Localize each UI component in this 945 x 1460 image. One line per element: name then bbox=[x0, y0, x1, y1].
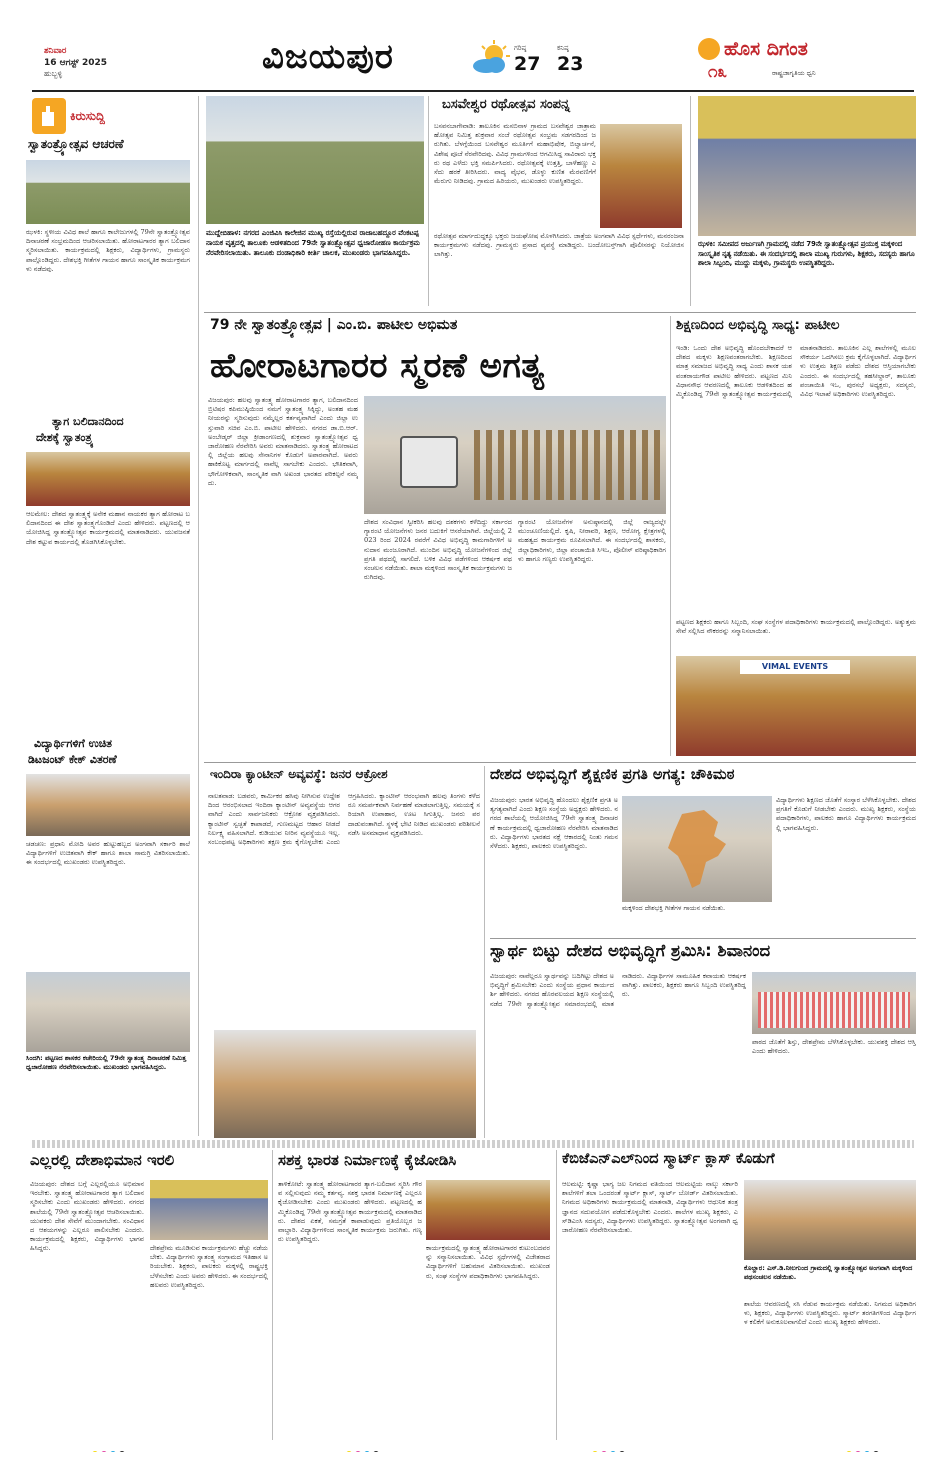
main-text-col3: ಗ್ಯಾರಂಟಿ ಯೋಜನೆಗಳ ಅನುಷ್ಠಾನದಲ್ಲಿ ಜಿಲ್ಲೆ ರಾಜ್ಯದಲ್ಲೇ ಮುಂಚೂಣಿಯಲ್ಲಿದೆ. ಕೃಷಿ, ನೀರಾವರಿ, ಶಿಕ್ಷಣ, ಆರೋಗ್ಯ ಕ್ಷೇತ್ರಗಳಲ್ಲಿ ಮಹತ್ವದ ಕಾರ್ಯಕ್ರಮ ರೂಪಿಸಲಾಗಿದೆ. ಈ ಸಂದರ್ಭದಲ್ಲಿ ಶಾಸಕರು, ಜಿಲ್ಲಾಧಿಕಾರಿಗಳು, ಜಿಲ್ಲಾ ಪಂಚಾಯಿತಿ ಸಿಇಒ, ಪೊಲೀಸ್ ವರಿಷ್ಠಾಧಿಕಾರಿಗಳು ಹಾಗೂ ಗಣ್ಯರು ಉಪಸ್ಥಿತರಿದ್ದರು. bbox=[518, 518, 666, 563]
brand-tagline: ರಾಷ್ಟ್ರಜಾಗೃತಿಯ ಧ್ವನಿ bbox=[772, 69, 816, 77]
mid-row-rule bbox=[204, 762, 916, 763]
top-row-rule bbox=[204, 312, 916, 313]
education-text: ಇಂಡಿ: ಒಂದು ದೇಶ ಅಭಿವೃದ್ಧಿ ಹೊಂದಬೇಕಾದರೆ ಆ ದೇಶದ ಮಕ್ಕಳು ಶಿಕ್ಷಣವಂತರಾಗಬೇಕು. ಶಿಕ್ಷಣದಿಂದ ಮಾತ್ರ ಸಮಾಜದ ಅಭಿವೃದ್ಧಿ ಸಾಧ್ಯ ಎಂದು ಶಾಸಕ ಯಶವಂತರಾಯಗೌಡ ಪಾಟೀಲ ಹೇಳಿದರು. ಪಟ್ಟಣದ ಮಿನಿ ವಿಧಾನಸೌಧ ಆವರಣದಲ್ಲಿ ತಾಲೂಕು ಆಡಳಿತದಿಂದ ಹಮ್ಮಿಕೊಂಡಿದ್ದ 79ನೇ ಸ್ವಾತಂತ್ರ್ಯೋತ್ಸವ ಕಾರ್ಯಕ್ರಮದಲ್ಲಿ ಮಾತನಾಡಿದರು. ತಾಲೂಕಿನ ಎಲ್ಲ ಶಾಲೆಗಳಲ್ಲಿ ಮೂಲ ಸೌಕರ್ಯ ಒದಗಿಸಲು ಕ್ರಮ ಕೈಗೊಳ್ಳಲಾಗಿದೆ. ವಿದ್ಯಾರ್ಥಿಗಳು ಉತ್ತಮ ಶಿಕ್ಷಣ ಪಡೆದು ದೇಶದ ಆಸ್ತಿಯಾಗಬೇಕು ಎಂದರು. ಈ ಸಂದರ್ಭದಲ್ಲಿ ತಹಸೀಲ್ದಾರ್, ತಾಲೂಕು ಪಂಚಾಯಿತಿ ಇಒ, ಪುರಸಭೆ ಅಧ್ಯಕ್ಷರು, ಸದಸ್ಯರು, ವಿವಿಧ ಇಲಾಖೆ ಅಧಿಕಾರಿಗಳು ಉಪಸ್ಥಿತರಿದ್ದರು. bbox=[676, 344, 916, 399]
education-photo bbox=[676, 656, 916, 756]
top-photo-3 bbox=[698, 96, 916, 236]
masthead-day: ಶನಿವಾರ bbox=[44, 46, 67, 56]
canteen-text: ನಾಲತವಾಡ: ಬಡವರು, ಕಾರ್ಮಿಕರ ಹಸಿವು ನೀಗಿಸುವ ಉದ್ದೇಶದಿಂದ ಆರಂಭಿಸಲಾದ ಇಂದಿರಾ ಕ್ಯಾಂಟೀನ್ ಅವ್ಯವಸ್ಥೆಯ ಆಗರವಾಗಿದೆ ಎಂದು ಸಾರ್ವಜನಿಕರು ಆಕ್ರೋಶ ವ್ಯಕ್ತಪಡಿಸಿದರು. ಕ್ಯಾಂಟೀನ್ ಸ್ವಚ್ಛತೆ ಕಾಪಾಡದೆ, ಗುಣಮಟ್ಟದ ಆಹಾರ ನೀಡದೆ ನಿರ್ಲಕ್ಷ್ಯ ವಹಿಸಲಾಗಿದೆ. ಕುಡಿಯುವ ನೀರಿನ ವ್ಯವಸ್ಥೆಯೂ ಇಲ್ಲ. ಸಂಬಂಧಪಟ್ಟ ಅಧಿಕಾರಿಗಳು ತಕ್ಷಣ ಕ್ರಮ ಕೈಗೊಳ್ಳಬೇಕು ಎಂದು ಆಗ್ರಹಿಸಿದರು. ಕ್ಯಾಂಟೀನ್ ಆರಂಭವಾಗಿ ಹಲವು ತಿಂಗಳು ಕಳೆದರೂ ಸಮರ್ಪಕವಾಗಿ ನಿರ್ವಹಣೆ ಮಾಡಲಾಗುತ್ತಿಲ್ಲ. ಸಮಯಕ್ಕೆ ಸರಿಯಾಗಿ ಉಪಾಹಾರ, ಊಟ ಸಿಗುತ್ತಿಲ್ಲ. ಜನರು ಪರದಾಡುವಂತಾಗಿದೆ. ಸ್ಥಳಕ್ಕೆ ಭೇಟಿ ನೀಡಿದ ಮುಖಂಡರು ಪರಿಶೀಲನೆ ನಡೆಸಿ ಅಸಮಾಧಾನ ವ್ಯಕ್ತಪಡಿಸಿದರು. bbox=[208, 792, 480, 847]
india-map-formation-icon bbox=[622, 796, 772, 902]
bottom-left-text: ವಿಜಯಪುರ: ದೇಶದ ಬಗ್ಗೆ ಎಲ್ಲರಲ್ಲಿಯೂ ಅಭಿಮಾನ ಇರಬೇಕು. ಸ್ವಾತಂತ್ರ್ಯ ಹೋರಾಟಗಾರರ ತ್ಯಾಗ ಬಲಿದಾನ ಸ್ಮರಿಸಬೇಕು ಎಂದು ಮುಖಂಡರು ಹೇಳಿದರು. ನಗರದ ಶಾಲೆಯಲ್ಲಿ 79ನೇ ಸ್ವಾತಂತ್ರ್ಯೋತ್ಸವ ಆಚರಿಸಲಾಯಿತು. ಯುವಕರು ದೇಶ ಸೇವೆಗೆ ಮುಂದಾಗಬೇಕು. ಸಂವಿಧಾನದ ಆಶಯಗಳನ್ನು ಎಲ್ಲರೂ ಪಾಲಿಸಬೇಕು ಎಂದರು. ಕಾರ್ಯಕ್ರಮದಲ್ಲಿ ಶಿಕ್ಷಕರು, ವಿದ್ಯಾರ್ಥಿಗಳು ಭಾಗವಹಿಸಿದ್ದರು. bbox=[30, 1180, 144, 1253]
date-block bbox=[44, 46, 154, 86]
main-text-col2: ದೇಶದ ಸಂವಿಧಾನ ಸ್ವೀಕರಿಸಿ ಹಲವು ದಶಕಗಳು ಕಳೆದಿದ್ದು ಸರ್ಕಾರದ ಗ್ಯಾರಂಟಿ ಯೋಜನೆಗಳು ಜನರ ಬದುಕಿಗೆ ಆಸರೆಯಾಗಿವೆ. ಜಿಲ್ಲೆಯಲ್ಲಿ 2023 ರಿಂದ 2024 ರವರೆಗೆ ವಿವಿಧ ಅಭಿವೃದ್ಧಿ ಕಾಮಗಾರಿಗಳಿಗೆ ಅನುದಾನ ಮಂಜೂರಾಗಿದೆ. ಮುಂದಿನ ಅಭಿವೃದ್ಧಿ ಯೋಜನೆಗಳಿಂದ ಜಿಲ್ಲೆ ಪ್ರಗತಿ ಪಥದಲ್ಲಿ ಸಾಗಲಿದೆ. ಬಳಿಕ ವಿವಿಧ ಪಡೆಗಳಿಂದ ಆಕರ್ಷಕ ಪಥಸಂಚಲನ ನಡೆಯಿತು. ಶಾಲಾ ಮಕ್ಕಳಿಂದ ಸಾಂಸ್ಕೃತಿಕ ಕಾರ್ಯಕ್ರಮಗಳು ಜರುಗಿದವು. bbox=[364, 518, 512, 582]
chaukimath-headline: ದೇಶದ ಅಭಿವೃದ್ಧಿಗೆ ಶೈಕ್ಷಣಿಕ ಪ್ರಗತಿ ಅಗತ್ಯ: ಚೌಕಿಮಠ bbox=[490, 768, 735, 783]
parade-rows bbox=[474, 430, 664, 500]
education-headline: ಶಿಕ್ಷಣದಿಂದ ಅಭಿವೃದ್ಧಿ ಸಾಧ್ಯ: ಪಾಟೀಲ bbox=[676, 318, 840, 333]
top-rule-2 bbox=[690, 96, 691, 306]
weather-icon bbox=[470, 40, 512, 76]
brief2-photo bbox=[26, 452, 190, 506]
bottom-middle-text2: ಕಾರ್ಯಕ್ರಮದಲ್ಲಿ ಸ್ವಾತಂತ್ರ್ಯ ಹೋರಾಟಗಾರರ ಕುಟುಂಬದವರನ್ನು ಸನ್ಮಾನಿಸಲಾಯಿತು. ವಿವಿಧ ಸ್ಪರ್ಧೆಗಳಲ್ಲಿ ವಿಜೇತರಾದ ವಿದ್ಯಾರ್ಥಿಗಳಿಗೆ ಬಹುಮಾನ ವಿತರಿಸಲಾಯಿತು. ಮುಖಂಡರು, ಸಂಘ ಸಂಸ್ಥೆಗಳ ಪದಾಧಿಕಾರಿಗಳು ಭಾಗವಹಿಸಿದ್ದರು. bbox=[426, 1244, 550, 1280]
education-banner: VIMAL EVENTS bbox=[740, 660, 850, 674]
page-number: ೧೩ bbox=[708, 62, 728, 82]
chaukimath-text-right: ವಿದ್ಯಾರ್ಥಿಗಳು ಶಿಕ್ಷಣದ ಜೊತೆಗೆ ಸಂಸ್ಕಾರ ಬೆಳೆಸಿಕೊಳ್ಳಬೇಕು. ದೇಶದ ಪ್ರಗತಿಗೆ ಕೊಡುಗೆ ನೀಡಬೇಕು ಎಂದರು. ಮುಖ್ಯ ಶಿಕ್ಷಕರು, ಸಂಸ್ಥೆಯ ಪದಾಧಿಕಾರಿಗಳು, ಪಾಲಕರು ಹಾಗೂ ವಿದ್ಯಾರ್ಥಿಗಳು ಕಾರ್ಯಕ್ರಮದಲ್ಲಿ ಭಾಗವಹಿಸಿದ್ದರು. bbox=[776, 796, 916, 832]
hand-icon bbox=[32, 98, 66, 134]
top-photo-1 bbox=[206, 96, 424, 224]
brief2-text: ಆಲಮೇಲ: ದೇಶದ ಸ್ವಾತಂತ್ರ್ಯಕ್ಕೆ ಅನೇಕ ಮಹಾನ ನಾಯಕರ ತ್ಯಾಗ ಹೋರಾಟ ಬಲಿದಾನದಿಂದ ಈ ದೇಶ ಸ್ವಾತಂತ್ರ್ಯಗೊಂಡಿದೆ ಎಂದು ಹೇಳಿದರು. ಪಟ್ಟಣದಲ್ಲಿ ಆಯೋಜಿಸಿದ್ದ ಸ್ವಾತಂತ್ರ್ಯೋತ್ಸವ ಕಾರ್ಯಕ್ರಮದಲ್ಲಿ ಮಾತನಾಡಿದರು. ಯುವಜನತೆ ದೇಶ ಕಟ್ಟುವ ಕಾರ್ಯದಲ್ಲಿ ತೊಡಗಿಸಿಕೊಳ್ಳಬೇಕು. bbox=[26, 510, 190, 546]
registration-dots-left bbox=[92, 1442, 152, 1452]
shivananda-photo bbox=[752, 972, 916, 1034]
brief1-text: ಝಳಕಿ: ಸ್ಥಳೀಯ ವಿವಿಧ ಶಾಲೆ ಹಾಗೂ ಕಾಲೇಜುಗಳಲ್ಲಿ 79ನೇ ಸ್ವಾತಂತ್ರ್ಯೋತ್ಸವ ದಿನಾಚರಣೆ ಸಂಭ್ರಮದಿಂದ ಆಚರಿಸಲಾಯಿತು. ಹೋರಾಟಗಾರರ ತ್ಯಾಗ ಬಲಿದಾನ ಸ್ಮರಿಸಲಾಯಿತು. ಕಾರ್ಯಕ್ರಮದಲ್ಲಿ ಶಿಕ್ಷಕರು, ವಿದ್ಯಾರ್ಥಿಗಳು, ಗ್ರಾಮಸ್ಥರು ಪಾಲ್ಗೊಂಡಿದ್ದರು. ದೇಶಭಕ್ತಿ ಗೀತೆಗಳ ಗಾಯನ ಹಾಗೂ ಸಾಂಸ್ಕೃತಿಕ ಕಾರ್ಯಕ್ರಮಗಳು ನಡೆದವು. bbox=[26, 228, 190, 273]
kirusuddi-column bbox=[26, 96, 194, 1146]
bottom-left-photo bbox=[150, 1180, 268, 1240]
brief3-text: ಚಡಚಣ: ಪ್ರಧಾನಿ ಮೋದಿ ಅವರ ಹುಟ್ಟುಹಬ್ಬದ ಅಂಗವಾಗಿ ಸರ್ಕಾರಿ ಶಾಲೆ ವಿದ್ಯಾರ್ಥಿಗಳಿಗೆ ಉಚಿತವಾಗಿ ಕೇಕ್ ಹಾಗೂ ಶಾಲಾ ಸಾಮಗ್ರಿ ವಿತರಿಸಲಾಯಿತು. ಈ ಸಂದರ್ಭದಲ್ಲಿ ಮುಖಂಡರು ಉಪಸ್ಥಿತರಿದ್ದರು. bbox=[26, 840, 190, 867]
registration-dots-far-right bbox=[846, 1442, 906, 1452]
left-column-rule bbox=[198, 96, 199, 1136]
canteen-headline: ಇಂದಿರಾ ಕ್ಯಾಂಟೀನ್ ಅವ್ಯವಸ್ಥೆ: ಜನರ ಆಕ್ರೋಶ bbox=[210, 768, 388, 781]
weather-max bbox=[514, 44, 554, 78]
rathotsava-text-cont: ರಥೋತ್ಸವ ಮಾರ್ಗದುದ್ದಕ್ಕೂ ಭಕ್ತರು ಜಯಘೋಷ ಮೊಳಗಿಸಿದರು. ಜಾತ್ರೆಯ ಅಂಗವಾಗಿ ವಿವಿಧ ಸ್ಪರ್ಧೆಗಳು, ಮನರಂಜನಾ ಕಾರ್ಯಕ್ರಮಗಳು ನಡೆದವು. ಗ್ರಾಮಸ್ಥರು ಪ್ರಸಾದ ವ್ಯವಸ್ಥೆ ಮಾಡಿದ್ದರು. ಬಂದೋಬಸ್ತ್‌ಗಾಗಿ ಪೊಲೀಸರನ್ನು ನಿಯೋಜಿಸಲಾಗಿತ್ತು. bbox=[434, 232, 684, 259]
bottom-middle-text: ತಾಳಿಕೋಟೆ: ಸ್ವಾತಂತ್ರ್ಯ ಹೋರಾಟಗಾರರ ತ್ಯಾಗ-ಬಲಿದಾನ ಸ್ಮರಿಸಿ ಗೌರವ ಸಲ್ಲಿಸುವುದು ನಮ್ಮ ಕರ್ತವ್ಯ. ಸಶಕ್ತ ಭಾರತ ನಿರ್ಮಾಣಕ್ಕೆ ಎಲ್ಲರೂ ಕೈಜೋಡಿಸಬೇಕು ಎಂದು ಮುಖಂಡರು ಹೇಳಿದರು. ಪಟ್ಟಣದಲ್ಲಿ ಹಮ್ಮಿಕೊಂಡಿದ್ದ 79ನೇ ಸ್ವಾತಂತ್ರ್ಯೋತ್ಸವ ಕಾರ್ಯಕ್ರಮದಲ್ಲಿ ಮಾತನಾಡಿದರು. ದೇಶದ ಏಕತೆ, ಸಮಗ್ರತೆ ಕಾಪಾಡುವುದು ಪ್ರತಿಯೊಬ್ಬರ ಜವಾಬ್ದಾರಿ. ವಿದ್ಯಾರ್ಥಿಗಳಿಂದ ಸಾಂಸ್ಕೃತಿಕ ಕಾರ್ಯಕ್ರಮ ಜರುಗಿತು. ಗಣ್ಯರು ಉಪಸ್ಥಿತರಿದ್ದರು. bbox=[278, 1180, 422, 1244]
masthead-date: 16 ಆಗಸ್ಟ್ 2025 bbox=[44, 58, 107, 68]
brand-name: ಹೊಸ ದಿಗಂತ bbox=[724, 38, 808, 60]
edition-title: ವಿಜಯಪುರ bbox=[262, 37, 394, 77]
shivananda-headline: ಸ್ವಾರ್ಥ ಬಿಟ್ಟು ದೇಶದ ಅಭಿವೃದ್ಧಿಗೆ ಶ್ರಮಿಸಿ: ಶಿವಾನಂದ bbox=[490, 942, 771, 960]
bottom-rule-2 bbox=[556, 1150, 557, 1440]
bottom-right-caption: ಕೊಲ್ಹಾರ: ಎಸ್.ಡಿ.ನೀಲಗುಂದ ಗ್ರಾಮದಲ್ಲಿ ಸ್ವಾತಂತ್ರ್ಯೋತ್ಸವ ಅಂಗವಾಗಿ ಮಕ್ಕಳಿಂದ ಪಥಸಂಚಲನ ನಡೆಯಿತು. bbox=[744, 1264, 913, 1281]
brief1-title: ಸ್ವಾತಂತ್ರ್ಯೋತ್ಸವ ಆಚರಣೆ bbox=[28, 138, 124, 151]
kirusuddi-label-box bbox=[32, 98, 108, 134]
jeep-shape bbox=[400, 436, 458, 488]
brief3-photo bbox=[26, 774, 190, 836]
shivananda-rule bbox=[490, 938, 916, 939]
main-headline: ಹೋರಾಟಗಾರರ ಸ್ಮರಣೆ ಅಗತ್ಯ bbox=[210, 346, 545, 386]
bottom-right-text2: ಶಾಲೆಯ ಆವರಣದಲ್ಲಿ ಸಸಿ ನೆಡುವ ಕಾರ್ಯಕ್ರಮ ನಡೆಯಿತು. ನಿಗಮದ ಅಧಿಕಾರಿಗಳು, ಶಿಕ್ಷಕರು, ವಿದ್ಯಾರ್ಥಿಗಳು ಉಪಸ್ಥಿತರಿದ್ದರು. ಸ್ಮಾರ್ಟ್ ತರಗತಿಗಳಿಂದ ವಿದ್ಯಾರ್ಥಿಗಳ ಕಲಿಕೆಗೆ ಅನುಕೂಲವಾಗಲಿದೆ ಎಂದು ಮುಖ್ಯ ಶಿಕ್ಷಕರು ಹೇಳಿದರು. bbox=[744, 1300, 916, 1327]
main-right-rule bbox=[670, 316, 671, 756]
canteen-photo bbox=[214, 1030, 476, 1138]
brief1-photo bbox=[26, 160, 190, 224]
main-parade-photo bbox=[364, 396, 666, 514]
rathotsava-text: ಬಸವನಬಾಗೇವಾಡಿ: ತಾಲೂಕಿನ ಮಸಬಿನಾಳ ಗ್ರಾಮದ ಬಸವೇಶ್ವರ ಜಾತ್ರಾಮಹೋತ್ಸವ ನಿಮಿತ್ತ ಶುಕ್ರವಾರ ಸಂಜೆ ರಥೋತ್ಸವ ಸಂಭ್ರಮ ಸಡಗರದಿಂದ ಜರುಗಿತು. ಬೆಳಗ್ಗೆಯಿಂದ ಬಸವೇಶ್ವರ ಮೂರ್ತಿಗೆ ಮಹಾಭಿಷೇಕ, ಬಿಲ್ವಾರ್ಚನೆ, ವಿಶೇಷ ಪೂಜೆ ನೆರವೇರಿದವು. ವಿವಿಧ ಗ್ರಾಮಗಳಿಂದ ಆಗಮಿಸಿದ್ದ ಸಾವಿರಾರು ಭಕ್ತರು ರಥ ಎಳೆದು ಭಕ್ತಿ ಸಮರ್ಪಿಸಿದರು. ರಥೋತ್ಸವಕ್ಕೆ ಉತ್ತತ್ತಿ, ಬಾಳೆಹಣ್ಣು ಎಸೆದು ಹರಕೆ ತೀರಿಸಿದರು. ವಾದ್ಯ ವೈಭವ, ಡೊಳ್ಳು ಕುಣಿತ ಮೆರವಣಿಗೆಗೆ ಮೆರುಗು ನೀಡಿದವು. ಗ್ರಾಮದ ಹಿರಿಯರು, ಮುಖಂಡರು ಉಪಸ್ಥಿತರಿದ್ದರು. bbox=[434, 122, 596, 186]
top-photo-3-caption: ಝಳಕಿ: ಸಮೀಪದ ಅರ್ಜುಣಗಿ ಗ್ರಾಮದಲ್ಲಿ ನಡೆದ 79ನೇ ಸ್ವಾತಂತ್ರ್ಯೋತ್ಸವ ಪ್ರಯುಕ್ತ ಮಕ್ಕಳಿಂದ ಸಾಂಸ್ಕೃತಿಕ ನೃತ್ಯ ನಡೆಯಿತು. ಈ ಸಂದರ್ಭದಲ್ಲಿ ಶಾಲಾ ಮುಖ್ಯ ಗುರುಗಳು, ಶಿಕ್ಷಕರು, ಸದಸ್ಯರು ಹಾಗೂ ಶಾಲಾ ಸಿಬ್ಬಂದಿ, ಮುದ್ದು ಮಕ್ಕಳು, ಗ್ರಾಮಸ್ಥರು ಉಪಸ್ಥಿತರಿದ್ದರು. bbox=[698, 240, 915, 267]
registration-dots-middle bbox=[346, 1442, 406, 1452]
bottom-section-separator bbox=[32, 1140, 914, 1148]
weather-max-value: 27 bbox=[514, 53, 541, 75]
chaukimath-text: ವಿಜಯಪುರ: ಭಾರತ ಅಭಿವೃದ್ಧಿ ಹೊಂದಲು ಶೈಕ್ಷಣಿಕ ಪ್ರಗತಿ ಅತ್ಯಗತ್ಯವಾಗಿದೆ ಎಂದು ಶಿಕ್ಷಣ ಸಂಸ್ಥೆಯ ಅಧ್ಯಕ್ಷರು ಹೇಳಿದರು. ನಗರದ ಶಾಲೆಯಲ್ಲಿ ಆಯೋಜಿಸಿದ್ದ 79ನೇ ಸ್ವಾತಂತ್ರ್ಯ ದಿನಾಚರಣೆ ಕಾರ್ಯಕ್ರಮದಲ್ಲಿ ಧ್ವಜಾರೋಹಣ ನೆರವೇರಿಸಿ ಮಾತನಾಡಿದರು. ವಿದ್ಯಾರ್ಥಿಗಳು ಭಾರತದ ನಕ್ಷೆ ಆಕಾರದಲ್ಲಿ ನಿಂತು ಗಮನ ಸೆಳೆದರು. ಶಿಕ್ಷಕರು, ಪಾಲಕರು ಉಪಸ್ಥಿತರಿದ್ದರು. bbox=[490, 796, 618, 851]
top-photo-1-caption: ಮುದ್ದೇಬಿಹಾಳ: ನಗರದ ಎಂಜಿವಿಸಿ ಕಾಲೇಜಿನ ಮುಖ್ಯ ರಸ್ತೆಯಲ್ಲಿರುವ ರಾಜಾಬಹದ್ದೂರ ವೆಂಕಟಪ್ಪ ನಾಯಕ ವೃತ್ತದಲ್ಲಿ ತಾಲೂಕು ಆಡಳಿತದಿಂದ 79ನೇ ಸ್ವಾತಂತ್ರ್ಯೋತ್ಸವ ಧ್ವಜಾರೋಹಣ ಕಾರ್ಯಕ್ರಮ ನೆರವೇರಿಸಲಾಯಿತು. ತಾಲೂಕು ದಂಡಾಧಿಕಾರಿ ಕೀರ್ತಿ ಚಾಲಕ, ಮುಖಂಡರು ಭಾಗವಹಿಸಿದ್ದರು. bbox=[206, 229, 420, 257]
brief3-caption-photo bbox=[26, 972, 190, 1052]
shivananda-text: ವಿಜಯಪುರ: ನಾವೆಲ್ಲರೂ ಸ್ವಾರ್ಥವನ್ನು ಬದಿಗಿಟ್ಟು ದೇಶದ ಅಭಿವೃದ್ಧಿಗೆ ಶ್ರಮಿಸಬೇಕು ಎಂದು ಸಂಸ್ಥೆಯ ಪ್ರಧಾನ ಕಾರ್ಯದರ್ಶಿ ಹೇಳಿದರು. ನಗರದ ಹೊರವಲಯದ ಶಿಕ್ಷಣ ಸಂಸ್ಥೆಯಲ್ಲಿ ನಡೆದ 79ನೇ ಸ್ವಾತಂತ್ರ್ಯೋತ್ಸವ ಸಮಾರಂಭದಲ್ಲಿ ಮಾತನಾಡಿದರು. ವಿದ್ಯಾರ್ಥಿಗಳ ಸಾಮೂಹಿಕ ಕವಾಯತು ಆಕರ್ಷಕವಾಗಿತ್ತು. ಪಾಲಕರು, ಶಿಕ್ಷಕರು ಹಾಗೂ ಸಿಬ್ಬಂದಿ ಉಪಸ್ಥಿತರಿದ್ದರು. bbox=[490, 972, 746, 1008]
chaukimath-text-lower: ಮಕ್ಕಳಿಂದ ದೇಶಭಕ್ತಿ ಗೀತೆಗಳ ಗಾಯನ ನಡೆಯಿತು. bbox=[622, 904, 726, 912]
weather-max-label: ಗರಿಷ್ಠ bbox=[514, 44, 527, 52]
brand-block bbox=[696, 36, 908, 82]
brief3-caption: ಸಿಂದಗಿ: ಪಟ್ಟಣದ ಶಾಸಕರ ಕಚೇರಿಯಲ್ಲಿ 79ನೇ ಸ್ವಾತಂತ್ರ್ಯ ದಿನಾಚರಣೆ ನಿಮಿತ್ತ ಧ್ವಜಾರೋಹಣ ನೆರವೇರಿಸಲಾಯಿತು. ಮುಖಂಡರು ಭಾಗವಹಿಸಿದ್ದರು. bbox=[26, 1054, 187, 1071]
bottom-rule-1 bbox=[272, 1150, 273, 1440]
students-formation bbox=[758, 992, 910, 1028]
kirusuddi-label: ಕಿರುಸುದ್ದಿ bbox=[70, 109, 105, 123]
rathotsava-photo bbox=[600, 124, 682, 228]
brief2-title2: ದೇಶಕ್ಕೆ ಸ್ವಾತಂತ್ರ್ಯ bbox=[36, 432, 94, 444]
weather-min-value: 23 bbox=[557, 53, 584, 75]
bottom-left-text2: ದೇಶಪ್ರೇಮ ಮೂಡಿಸುವ ಕಾರ್ಯಕ್ರಮಗಳು ಹೆಚ್ಚು ನಡೆಯಬೇಕು. ವಿದ್ಯಾರ್ಥಿಗಳು ಸ್ವಾತಂತ್ರ್ಯ ಸಂಗ್ರಾಮದ ಇತಿಹಾಸ ಅರಿಯಬೇಕು. ಶಿಕ್ಷಕರು, ಪಾಲಕರು ಮಕ್ಕಳಲ್ಲಿ ರಾಷ್ಟ್ರಭಕ್ತಿ ಬೆಳೆಸಬೇಕು ಎಂದು ಅವರು ಹೇಳಿದರು. ಈ ಸಂದರ್ಭದಲ್ಲಿ ಹಲವರು ಉಪಸ್ಥಿತರಿದ್ದರು. bbox=[150, 1244, 268, 1289]
masthead-city: ಹುಬ್ಬಳ್ಳಿ bbox=[44, 69, 63, 78]
registration-dots-right bbox=[592, 1442, 652, 1452]
brief2-title: ತ್ಯಾಗ ಬಲಿದಾನದಿಂದ bbox=[52, 416, 124, 428]
masthead-rule bbox=[32, 90, 914, 92]
bottom-right-headline: ಕೆಬಿಜೆಎನ್ಎಲ್‌ನಿಂದ ಸ್ಮಾರ್ಟ್ ಕ್ಲಾಸ್ ಕೊಡುಗೆ bbox=[562, 1152, 775, 1167]
main-text-col1: ವಿಜಯಪುರ: ಹಲವು ಸ್ವಾತಂತ್ರ್ಯ ಹೋರಾಟಗಾರರ ತ್ಯಾಗ, ಬಲಿದಾನದಿಂದ ಬ್ರಿಟಿಷರ ಕಪಿಮುಷ್ಠಿಯಿಂದ ನಮಗೆ ಸ್ವಾತಂತ್ರ್ಯ ಸಿಕ್ಕಿದ್ದು, ಅಂತಹ ಮಹನೀಯರನ್ನು ಸ್ಮರಿಸುವುದು ನಮ್ಮೆಲ್ಲರ ಕರ್ತವ್ಯವಾಗಿದೆ ಎಂದು ಜಿಲ್ಲಾ ಉಸ್ತುವಾರಿ ಸಚಿವ ಎಂ.ಬಿ. ಪಾಟೀಲ ಹೇಳಿದರು. ನಗರದ ಡಾ.ಬಿ.ಆರ್. ಅಂಬೇಡ್ಕರ್ ಜಿಲ್ಲಾ ಕ್ರೀಡಾಂಗಣದಲ್ಲಿ ಶುಕ್ರವಾರ ಸ್ವಾತಂತ್ರ್ಯೋತ್ಸವ ಧ್ವಜಾರೋಹಣ ನೆರವೇರಿಸಿ ಅವರು ಮಾತನಾಡಿದರು. ಸ್ವಾತಂತ್ರ್ಯ ಹೋರಾಟದಲ್ಲಿ ಜಿಲ್ಲೆಯ ಹಲವು ಸೇನಾನಿಗಳ ಕೊಡುಗೆ ಅಪಾರವಾಗಿದೆ. ಅವರು ಹಾಕಿಕೊಟ್ಟ ಮಾರ್ಗದಲ್ಲಿ ನಾವೆಲ್ಲ ಸಾಗಬೇಕು ಎಂದರು. ಭೌತಿಕವಾಗಿ, ಭೌಗೋಳಿಕವಾಗಿ, ಸಾಂಸ್ಕೃತಿಕ ವಾಗಿ ಅಖಂಡ ಭಾರತದ ಪರಿಕಲ್ಪನೆ ನಮ್ಮದು. bbox=[208, 396, 358, 487]
bottom-middle-photo bbox=[426, 1180, 550, 1240]
bottom-right-photo bbox=[744, 1180, 916, 1260]
rathotsava-title: ಬಸವೇಶ್ವರ ರಥೋತ್ಸವ ಸಂಪನ್ನ bbox=[442, 98, 570, 112]
bottom-right-text: ಆಲಮಟ್ಟಿ: ಕೃಷ್ಣಾ ಭಾಗ್ಯ ಜಲ ನಿಗಮದ ವತಿಯಿಂದ ಆಲಮಟ್ಟಿಯ ನಾಲ್ಕು ಸರ್ಕಾರಿ ಶಾಲೆಗಳಿಗೆ ತಲಾ ಒಂದರಂತೆ ಸ್ಮಾರ್ಟ್ ಕ್ಲಾಸ್, ಸ್ಮಾರ್ಟ್ ಬೋರ್ಡ್ ವಿತರಿಸಲಾಯಿತು. ನಿಗಮದ ಅಧಿಕಾರಿಗಳು ಕಾರ್ಯಕ್ರಮದಲ್ಲಿ ಮಾತನಾಡಿ, ವಿದ್ಯಾರ್ಥಿಗಳು ಆಧುನಿಕ ತಂತ್ರಜ್ಞಾನದ ಸದುಪಯೋಗ ಪಡೆದುಕೊಳ್ಳಬೇಕು ಎಂದರು. ಶಾಲೆಗಳ ಮುಖ್ಯ ಶಿಕ್ಷಕರು, ಎಸ್‌ಡಿಎಂಸಿ ಸದಸ್ಯರು, ವಿದ್ಯಾರ್ಥಿಗಳು ಉಪಸ್ಥಿತರಿದ್ದರು. ಸ್ವಾತಂತ್ರ್ಯೋತ್ಸವ ಅಂಗವಾಗಿ ಧ್ವಜಾರೋಹಣ ನೆರವೇರಿಸಲಾಯಿತು. bbox=[562, 1180, 738, 1235]
weather-min-label: ಕನಿಷ್ಠ bbox=[557, 44, 569, 52]
chaukimath-photo bbox=[622, 796, 772, 902]
masthead bbox=[0, 0, 945, 92]
brief3-title2: ಡಿಟಜಂಟ್ ಕೇಕ್ ವಿತರಣೆ bbox=[28, 754, 117, 766]
canteen-rule bbox=[484, 766, 485, 1138]
brief3-title: ವಿದ್ಯಾರ್ಥಿಗಳಿಗೆ ಉಚಿತ bbox=[34, 738, 112, 750]
bottom-middle-headline: ಸಶಕ್ತ ಭಾರತ ನಿರ್ಮಾಣಕ್ಕೆ ಕೈಜೋಡಿಸಿ bbox=[278, 1152, 457, 1169]
main-kicker: 79 ನೇ ಸ್ವಾತಂತ್ರ್ಯೋತ್ಸವ | ಎಂ.ಬಿ. ಪಾಟೀಲ ಅಭಿಮತ bbox=[210, 318, 458, 333]
bottom-left-headline: ಎಲ್ಲರಲ್ಲಿ ದೇಶಾಭಿಮಾನ ಇರಲಿ bbox=[30, 1152, 175, 1169]
top-rule-1 bbox=[428, 96, 429, 306]
brand-logo-icon bbox=[698, 38, 720, 60]
weather-min bbox=[557, 44, 597, 78]
shivananda-text2: ಪಾಠದ ಜೊತೆಗೆ ಶಿಸ್ತು, ದೇಶಪ್ರೇಮ ಬೆಳೆಸಿಕೊಳ್ಳಬೇಕು. ಯುವಶಕ್ತಿ ದೇಶದ ಆಸ್ತಿ ಎಂದು ಹೇಳಿದರು. bbox=[752, 1038, 916, 1056]
education-text2: ಪಟ್ಟಣದ ಶಿಕ್ಷಕರು ಹಾಗೂ ಸಿಬ್ಬಂದಿ, ಸಂಘ ಸಂಸ್ಥೆಗಳ ಪದಾಧಿಕಾರಿಗಳು ಕಾರ್ಯಕ್ರಮದಲ್ಲಿ ಪಾಲ್ಗೊಂಡಿದ್ದರು. ಅತ್ಯುತ್ತಮ ಸೇವೆ ಸಲ್ಲಿಸಿದ ನೌಕರರನ್ನು ಸನ್ಮಾನಿಸಲಾಯಿತು. bbox=[676, 618, 916, 636]
